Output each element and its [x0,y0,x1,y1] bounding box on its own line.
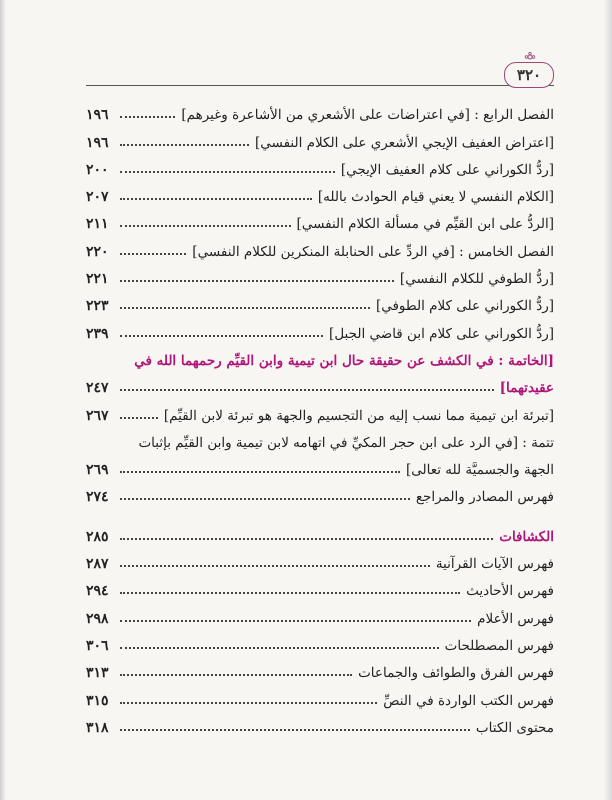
toc-entry [86,178,554,205]
flower-ornament-icon [524,52,536,62]
toc-entry [86,599,554,626]
toc-entry [86,287,554,314]
dot-leader [120,280,394,282]
toc-entry-title: فهرس الأعلام [477,610,554,627]
page-edge-shadow-left [0,0,6,800]
toc-entry-page: ٢٦٧ [86,407,109,424]
dot-leader [120,417,158,419]
dot-leader [120,335,323,337]
toc-entry-title: [اعتراض العفيف الإيجي الأشعري على الكلام النفسي] [255,134,554,151]
toc-entry-title: [ردُّ الكوراني على كلام الطوفي] [375,298,554,315]
page-number: ٣٢٠ [504,62,554,88]
dot-leader [120,498,410,500]
toc-entry-page: ٣١٥ [86,692,109,709]
toc-entry-page: ٢٢٣ [86,298,109,315]
toc-entry-title: فهرس المصطلحات [444,637,554,654]
toc-entry-page: ٢٣٩ [86,325,109,342]
dot-leader [120,674,352,676]
toc-entry-title: تتمة : [في الرد على ابن حجر المكيِّ في اتهامه لابن تيمية وابن القيِّم بإثبات [138,434,554,451]
page-edge-shadow-right [604,0,612,800]
toc-entry [86,478,554,505]
toc-entry-page: ٣١٨ [86,719,109,736]
toc-entry-title: [ردُّ الكوراني على كلام العفيف الإيجي] [340,161,554,178]
toc-entry [86,424,554,451]
toc-entry-page: ٢٢٠ [86,243,109,260]
toc-entry [86,545,554,572]
toc-entry-title: عقيدتهما] [499,380,554,397]
dot-leader [120,538,493,540]
toc-entry-page: ٢٨٧ [86,556,109,573]
toc-entry-page: ٢٧٤ [86,489,109,506]
dot-leader [120,620,471,622]
dot-leader [120,307,370,309]
toc-entry [86,314,554,341]
toc-entry [86,123,554,150]
toc-entry-title: [الكلام النفسي لا يعني قيام الحوادث بالله] [317,189,554,206]
toc-entry-page: ٣١٣ [86,665,109,682]
toc-entry [86,627,554,654]
toc-entry-page: ٢١١ [86,216,109,233]
toc-entry-title: الكشافات [499,528,554,545]
dot-leader [120,565,430,567]
dot-leader [120,592,460,594]
toc-entry-page: ٣٠٦ [86,637,109,654]
dot-leader [120,702,377,704]
toc-entry [86,342,554,369]
toc-entry-page: ٢٤٧ [86,380,109,397]
toc-entry [86,505,554,517]
toc-entry-title: الفصل الخامس : [في الردِّ على الحنابلة المنكرين للكلام النفسي] [192,243,554,260]
toc-entry-title: [ردُّ الطوفي للكلام النفسي] [399,271,554,288]
toc-entry [86,572,554,599]
dot-leader [120,171,335,173]
dot-leader [120,471,400,473]
toc-entry-page: ١٩٦ [86,107,109,124]
dot-leader [120,198,312,200]
toc-entry [86,369,554,396]
toc-entry-title: [الخاتمة : في الكشف عن حقيقة حال ابن تيمية وابن القيِّم رحمهما الله في [134,352,554,369]
toc-entry-title: [ردُّ الكوراني على كلام ابن قاضي الجبل] [329,325,554,342]
toc-entry-page: ٢٢١ [86,271,109,288]
dot-leader [120,729,470,731]
toc-entry [86,205,554,232]
dot-leader [120,144,249,146]
toc-entry-page: ١٩٦ [86,134,109,151]
toc-entry [86,151,554,178]
toc-entry-title: [الردُّ على ابن القيِّم في مسألة الكلام النفسي] [296,216,554,233]
dot-leader [120,389,494,391]
toc-entry [86,709,554,736]
toc-entry [86,451,554,478]
toc-entry [86,396,554,423]
toc-entry-page: ٢٨٥ [86,528,109,545]
toc-entry-title: الفصل الرابع : [في اعتراضات على الأشعري من الأشاعرة وغيرهم] [181,107,554,124]
toc-entry-page: ٢٠٧ [86,189,109,206]
toc-entry-page: ٢٩٤ [86,583,109,600]
toc-entry-page: ٢٦٩ [86,462,109,479]
toc-entry-title: فهرس المصادر والمراجع [415,489,554,506]
toc-entry-title: [تبرئة ابن تيمية مما نسب إليه من التجسيم والجهة هو تبرئة لابن القيِّم] [163,407,554,424]
dot-leader [120,253,186,255]
dot-leader [120,116,175,118]
toc-entry [86,232,554,259]
toc-entry-title: فهرس الكتب الواردة في النصِّ [383,692,554,709]
toc-entry-page: ٢٩٨ [86,610,109,627]
dot-leader [120,225,291,227]
toc-entry-title: فهرس الآيات القرآنية [435,556,554,573]
table-of-contents [86,96,554,736]
toc-entry [86,654,554,681]
toc-entry-title: فهرس الأحاديث [466,583,554,600]
toc-entry [86,260,554,287]
toc-entry-title: محتوى الكتاب [475,719,554,736]
dot-leader [120,647,439,649]
header-rule [86,85,554,86]
toc-entry [86,96,554,123]
toc-entry [86,681,554,708]
toc-entry-title: الجهة والجسميَّة لله تعالى] [405,462,554,479]
toc-entry-page: ٢٠٠ [86,161,109,178]
toc-entry [86,517,554,544]
page-header [86,52,554,92]
toc-entry-title: فهرس الفرق والطوائف والجماعات [358,665,554,682]
